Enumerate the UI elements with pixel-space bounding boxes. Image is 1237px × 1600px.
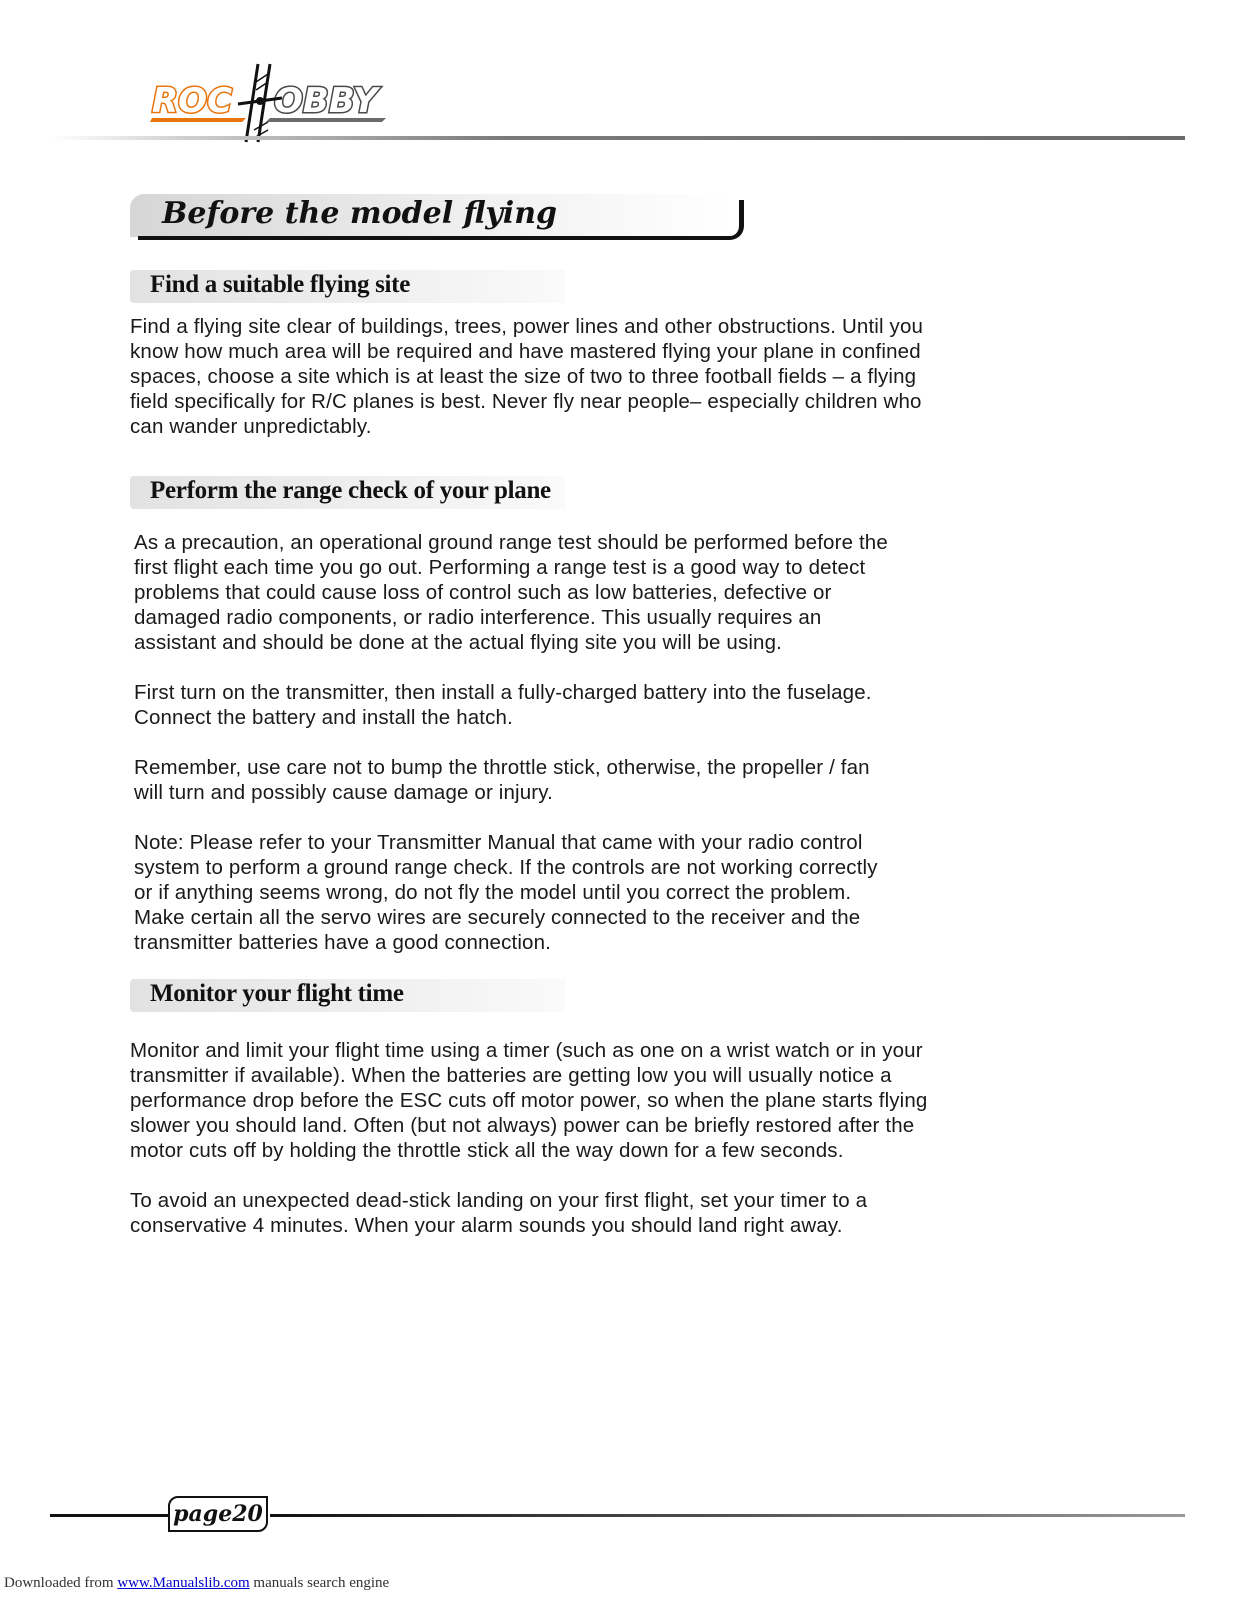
paragraph: Note: Please refer to your Transmitter Manual that came with your radio control system to perform a ground range check. If the controls are not working correctly or if anything seems wrong, do not fly the model until you correct the problem. Make certain all the servo wires are securely connected to the receiver and the transmitter batteries have a good connection.: [134, 831, 878, 954]
paragraph: To avoid an unexpected dead-stick landing on your first flight, set your timer to a conservative 4 minutes. When your alarm sounds you should land right away.: [130, 1189, 868, 1237]
manualslib-link[interactable]: www.Manualslib.com: [117, 1575, 250, 1591]
svg-text:ROC: ROC: [152, 81, 233, 121]
paragraph: Remember, use care not to bump the throttle stick, otherwise, the propeller / fan will turn and possibly cause damage or injury.: [134, 756, 870, 804]
paragraph: First turn on the transmitter, then install a fully-charged battery into the fuselage. Connect the battery and install the hatch.: [134, 681, 872, 729]
section-heading-flight-time: [130, 979, 565, 1012]
page-number: page20: [168, 1496, 268, 1532]
footer-divider-right: [270, 1514, 1185, 1517]
download-attribution: [4, 1575, 389, 1592]
banner-hook: [718, 200, 744, 240]
svg-text:OBBY: OBBY: [274, 81, 378, 121]
section-heading-text: Monitor your flight time: [150, 980, 404, 1007]
header-divider: [50, 136, 1185, 140]
download-suffix: manuals search engine: [249, 1575, 390, 1591]
paragraph: Monitor and limit your flight time using a timer (such as one on a wrist watch or in your transmitter if available). When the batteries are getting low you will usually notice a performance drop before the ESC cuts off motor power, so when the plane starts flying slower you should land. Often (but not always) power can be briefly restored after the motor cuts off by holding the throttle stick all the way down for a few seconds.: [130, 1039, 928, 1162]
page-title: Before the model flying: [162, 196, 557, 231]
paragraph: Find a flying site clear of buildings, trees, power lines and other obstructions. Until you know how much area will be required and have mastered flying your plane in confined spaces, choose a site which is at least the size of two to three football fields – a flying field specifically for R/C planes is best. Never fly near people– especially children who can wander unpredictably.: [130, 315, 924, 438]
banner-underline: [138, 236, 728, 240]
page-title-banner: [130, 194, 752, 244]
section-heading-range-check: [130, 476, 565, 509]
paragraph: As a precaution, an operational ground range test should be performed before the first flight each time you go out. Performing a range test is a good way to detect problems that could cause loss of control such as low batteries, defective or damaged radio components, or radio interference. This usually requires an assistant and should be done at the actual flying site you will be using.: [134, 531, 888, 654]
section-heading-text: Find a suitable flying site: [150, 271, 410, 298]
section-heading-flying-site: [130, 270, 565, 303]
download-prefix: Downloaded from: [4, 1575, 118, 1591]
footer-divider-left: [50, 1514, 175, 1517]
section-heading-text: Perform the range check of your plane: [150, 477, 551, 504]
